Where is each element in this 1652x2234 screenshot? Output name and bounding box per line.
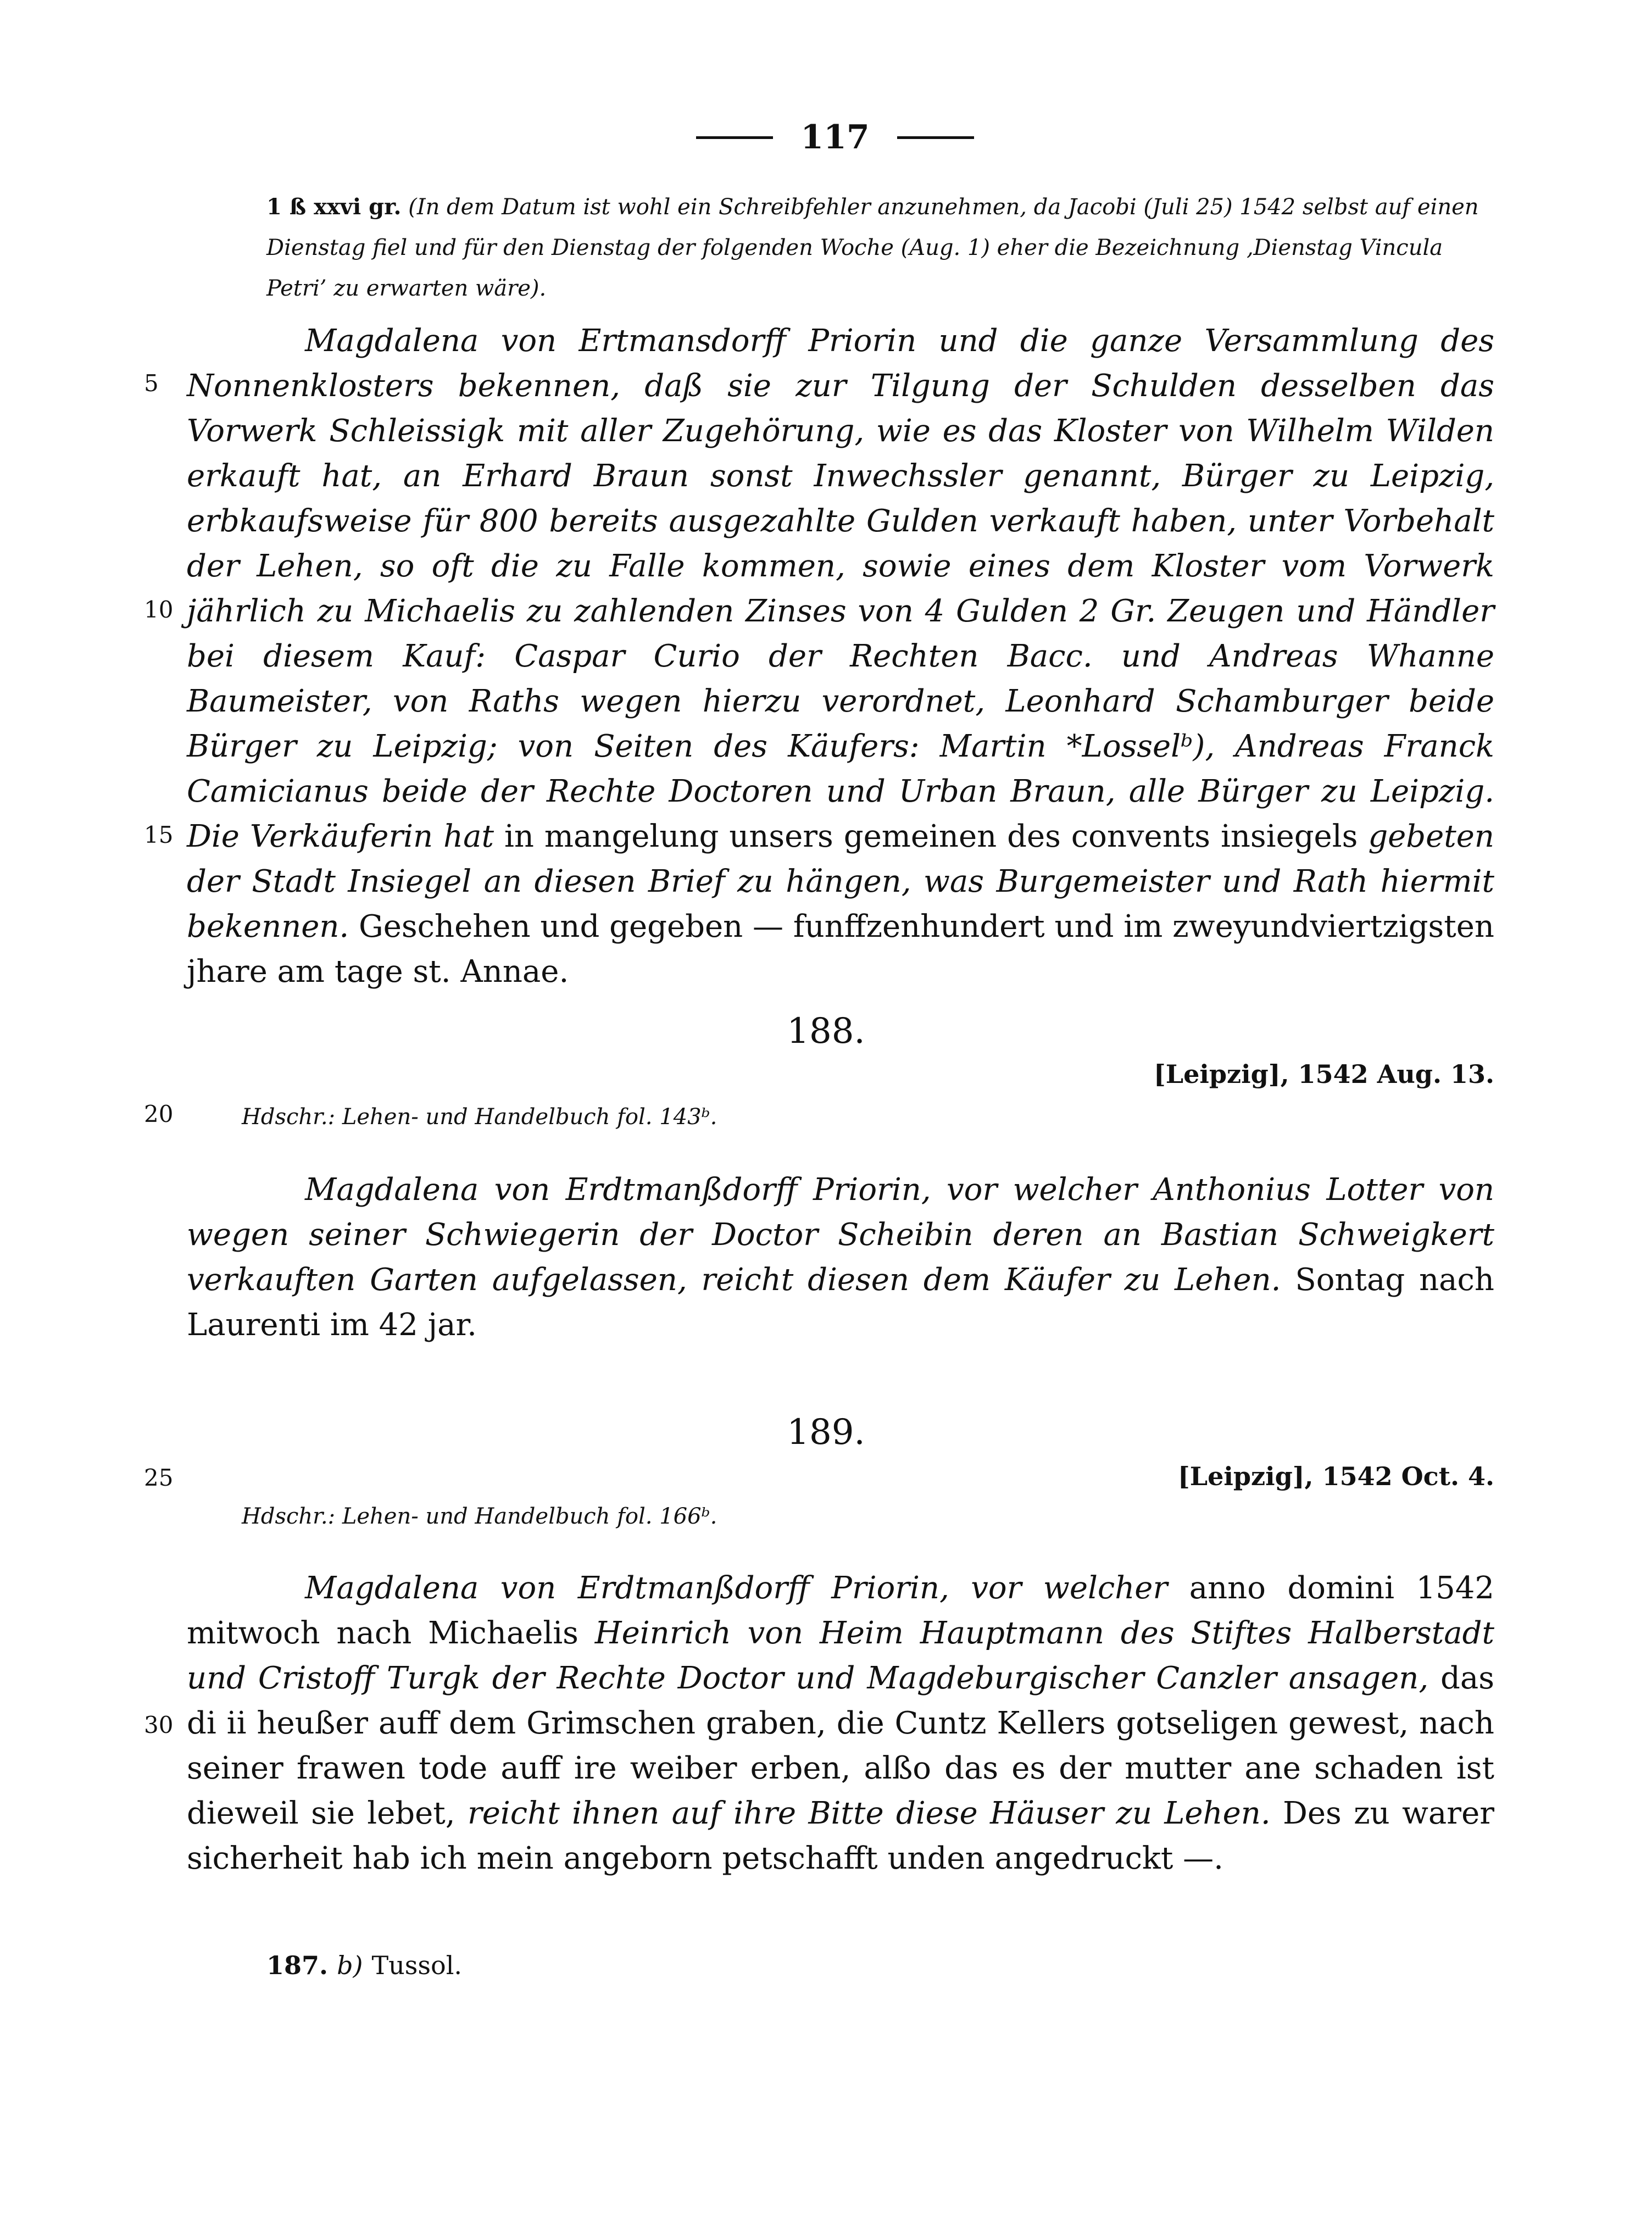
document-187-summary: Magdalena von Ertmansdorff Priorin und die ganze Versammlung des Nonnenklosters bekennen, daß sie zur Tilgung der Schulden desselben das Vorwerk Schleissigk mit aller Zugehörung, wie es das Kloster von Wilhelm Wilden erkauft hat, an Erhard Braun sonst Inwechssler genannt, Bürger zu Leipzig, erbkaufsweise für 800 bereits ausgezahlte Gulden verkauft haben, unter Vorbehalt der Lehen, so oft die zu Falle kommen, sowie eines dem Kloster vom Vorwerk jährlich zu Michaelis zu zahlenden Zinses von 4 Gulden 2 Gr. Zeugen und Händler bei diesem Kauf: Caspar Curio der Rechten Bacc. und Andreas Whanne Baumeister, von Raths wegen hierzu verordnet, Leonhard Schamburger beide Bürger zu Leipzig; von Seiten des Käufers: Martin *Losselᵇ), Andreas Franck Camicianus beide der Rechte Doctoren und Urban Braun, alle Bürger zu Leipzig. Die Verkäuferin hat bbox=[187, 323, 1494, 854]
document-188-quote: Sontag nach Laurenti im 42 jar. bbox=[187, 1262, 1494, 1343]
document-188-dateline: [Leipzig], 1542 Aug. 13. bbox=[1154, 1059, 1494, 1089]
line-number-15: 15 bbox=[144, 821, 174, 848]
document-188-summary: Magdalena von Erdtmanßdorff Priorin, vor welcher Anthonius Lotter von wegen seiner Schwiegerin der Doctor Scheibin deren an Bastian Schweigkert verkauften Garten aufgelassen, reicht diesen dem Käufer zu Lehen. bbox=[187, 1172, 1494, 1298]
footnote-mark: b) bbox=[337, 1950, 363, 1980]
document-188-source: Hdschr.: Lehen- und Handelbuch fol. 143ᵇ. bbox=[242, 1104, 717, 1130]
document-189-dateline: [Leipzig], 1542 Oct. 4. bbox=[1178, 1461, 1494, 1491]
line-number-30: 30 bbox=[144, 1711, 174, 1738]
document-189-paragraph bbox=[187, 1566, 1494, 1881]
line-number-10: 10 bbox=[144, 596, 174, 623]
preamble-note bbox=[266, 187, 1492, 309]
footnote bbox=[266, 1950, 462, 1980]
document-187-paragraph bbox=[187, 319, 1494, 994]
line-number-20: 20 bbox=[144, 1101, 174, 1127]
line-number-5: 5 bbox=[144, 370, 159, 397]
document-187-quote-2: Geschehen und gegeben — funffzenhundert und im zweyundviertzigsten jhare am tage st. Annae. bbox=[187, 909, 1495, 990]
document-188-number: 188. bbox=[787, 1011, 865, 1052]
header-rule-left bbox=[696, 136, 773, 139]
document-189-summary-3: reicht ihnen auf ihre Bitte diese Häuser zu Lehen. bbox=[467, 1796, 1271, 1831]
document-187-quote-1: in mangelung unsers gemeinen des convents insiegels bbox=[504, 819, 1358, 854]
footnote-text: Tussol. bbox=[371, 1950, 463, 1980]
line-number-25: 25 bbox=[144, 1464, 174, 1491]
document-187-text bbox=[187, 319, 1494, 994]
header-rule-right bbox=[897, 136, 974, 139]
document-189-summary-2: Heinrich von Heim Hauptmann des Stiftes Halberstadt und Cristoff Turgk der Rechte Doctor und Magdeburgischer Canzler ansagen, bbox=[187, 1615, 1494, 1696]
document-189-quote-2: das di ii heußer auff dem Grimschen graben, die Cuntz Kellers gotseligen gewest, nach seiner frawen tode auff ire weiber erben, alßo das es der mutter ane schaden ist dieweil sie lebet, bbox=[187, 1660, 1494, 1831]
document-189-quote-1: anno domini 1542 mitwoch nach Michaelis bbox=[187, 1570, 1494, 1651]
page-header bbox=[687, 110, 983, 165]
document-189-quote-3: Des zu warer sicherheit hab ich mein angeborn petschafft unden angedruckt —. bbox=[187, 1796, 1494, 1876]
document-189-summary: Magdalena von Erdtmanßdorff Priorin, vor welcher bbox=[305, 1570, 1168, 1606]
document-189-text bbox=[187, 1566, 1494, 1881]
document-188-text bbox=[187, 1168, 1494, 1348]
document-189-number: 189. bbox=[787, 1412, 865, 1453]
page-number: 117 bbox=[800, 118, 870, 157]
preamble-note-text: (In dem Datum ist wohl ein Schreibfehler anzunehmen, da Jacobi (Juli 25) 1542 selbst auf einen Dienstag fiel und für den Dienstag der folgenden Woche (Aug. 1) eher die Bezeichnung ‚Dienstag Vincula Petri’ zu erwarten wäre). bbox=[266, 194, 1479, 301]
document-187-summary-2: gebeten der Stadt Insiegel an diesen Brief zu hängen, was Burgemeister und Rath hiermit bekennen. bbox=[187, 819, 1494, 944]
preamble-amount: 1 ß xxvi gr. bbox=[266, 194, 402, 220]
document-188-paragraph bbox=[187, 1168, 1494, 1348]
footnote-ref: 187. bbox=[266, 1950, 329, 1980]
document-189-source: Hdschr.: Lehen- und Handelbuch fol. 166ᵇ. bbox=[242, 1504, 717, 1529]
